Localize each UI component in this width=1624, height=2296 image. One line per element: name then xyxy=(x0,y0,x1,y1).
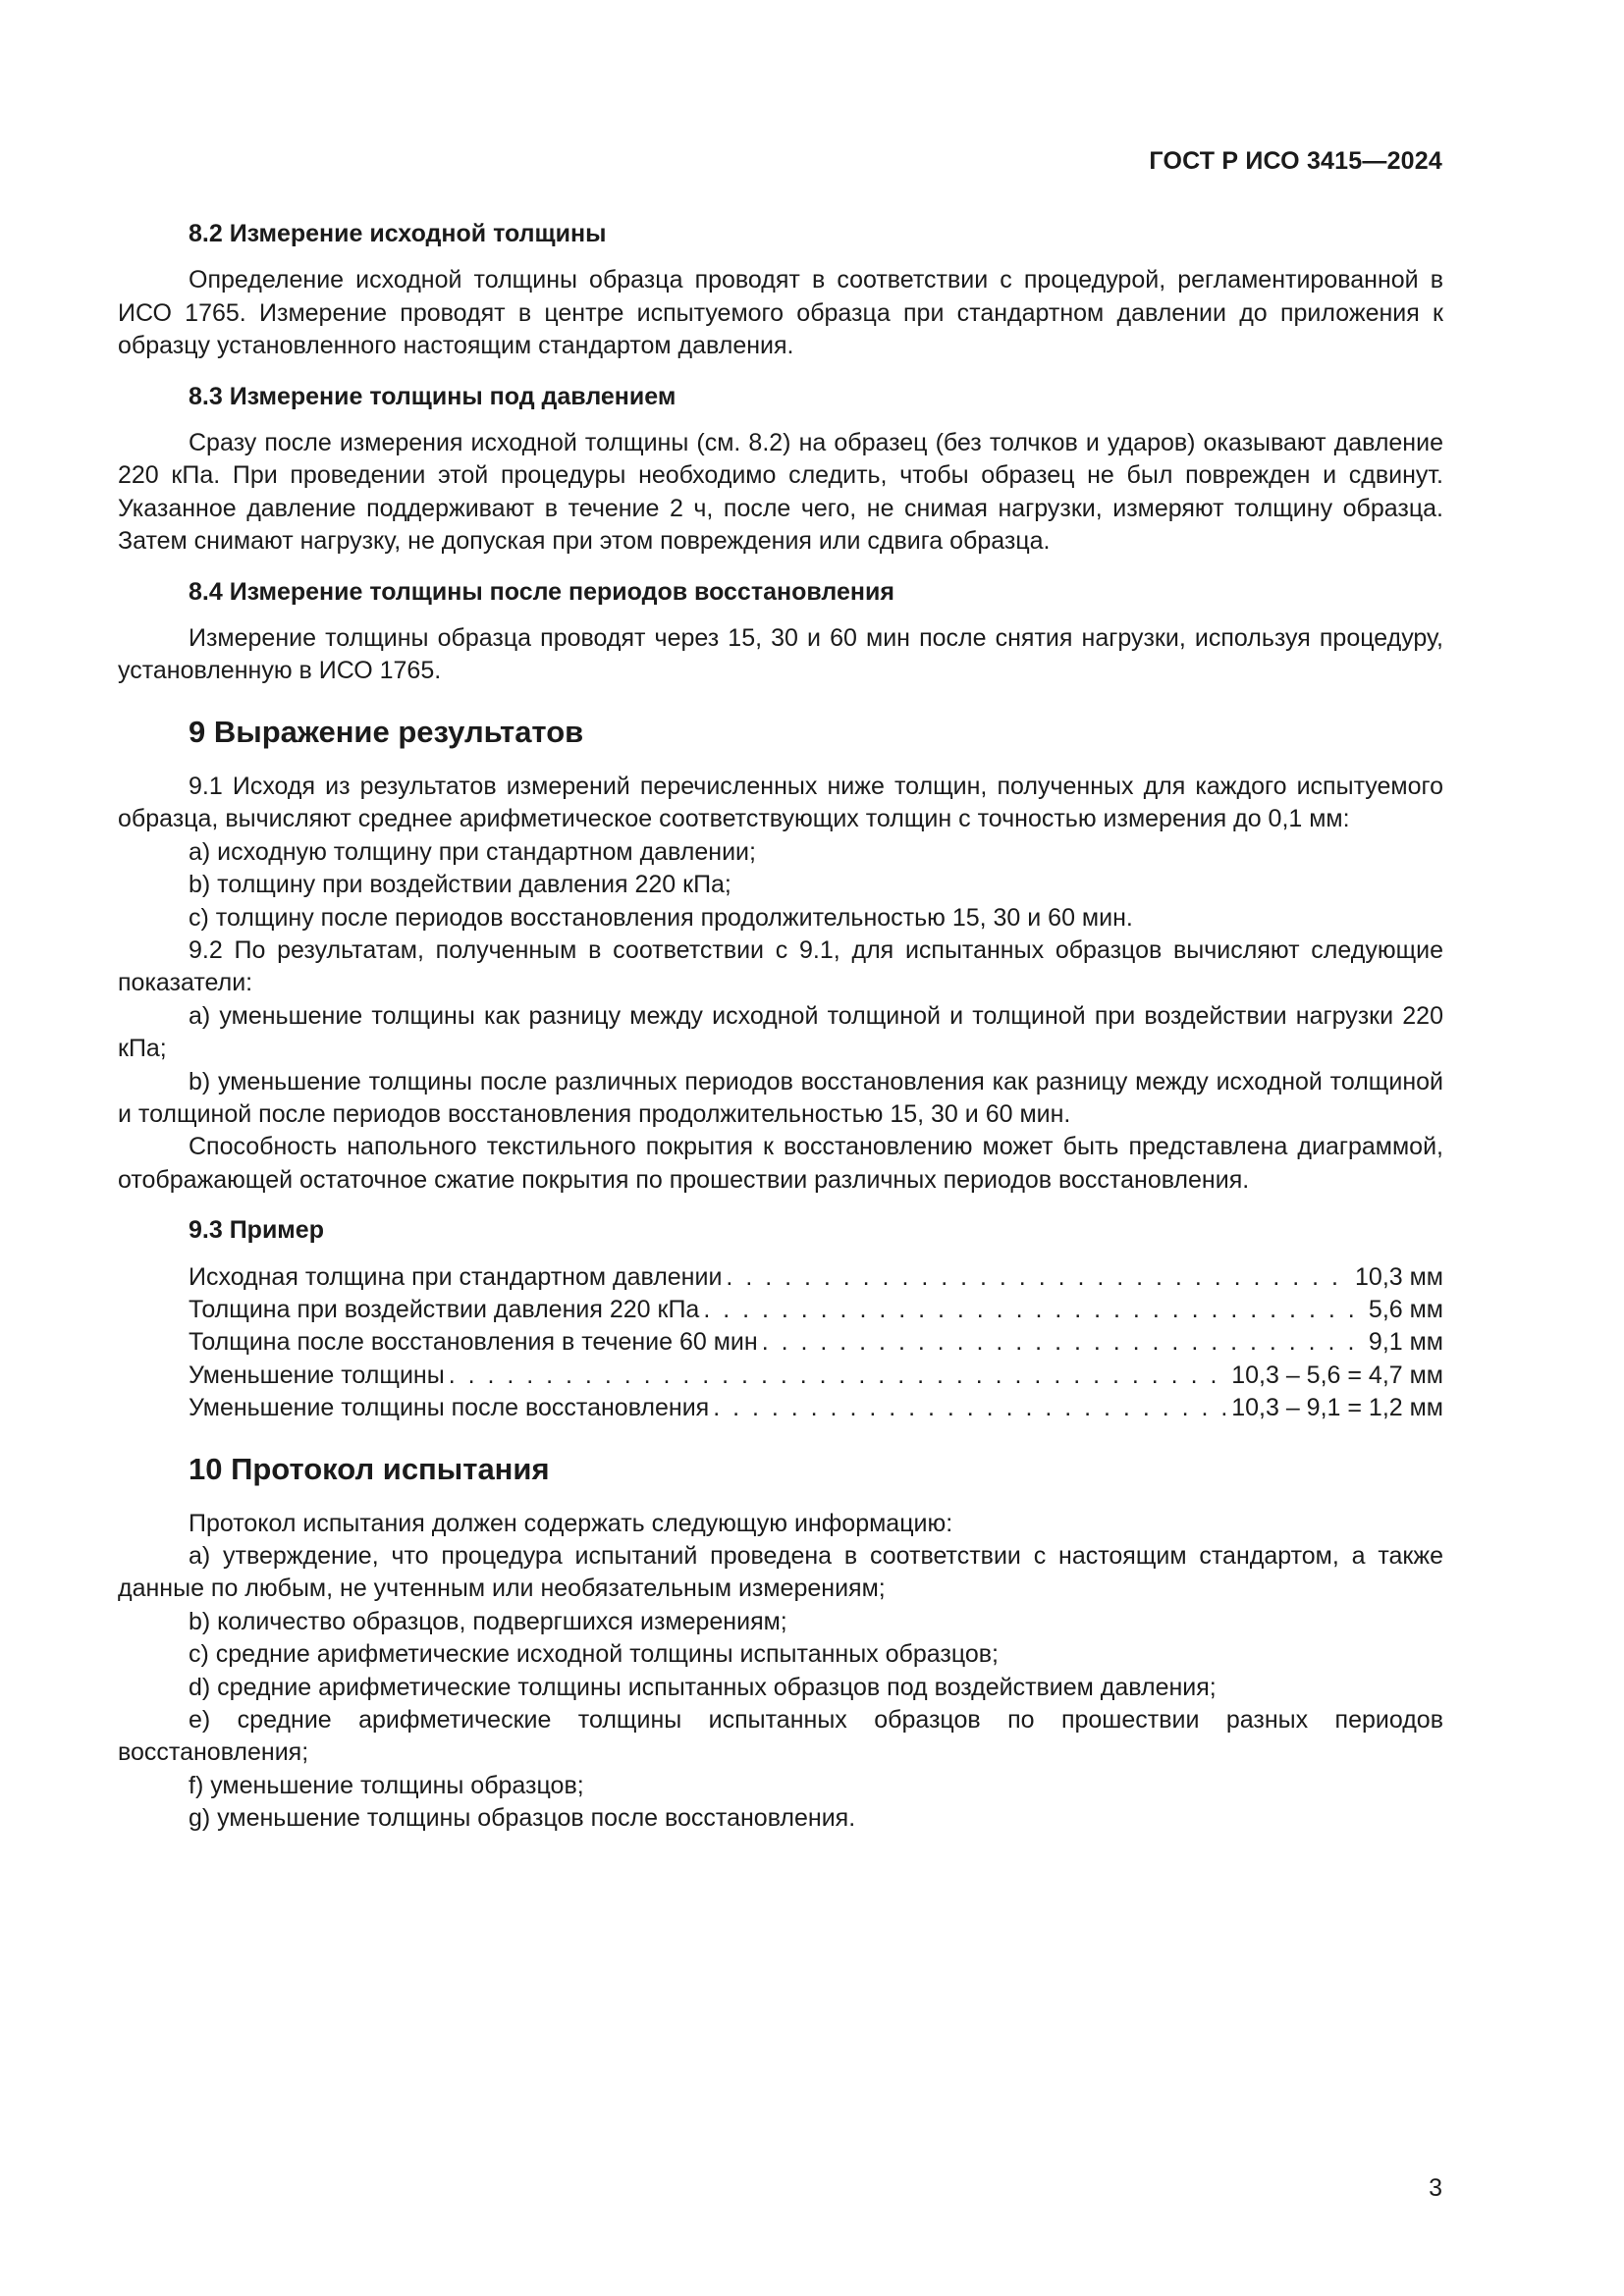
document-header: ГОСТ Р ИСО 3415—2024 xyxy=(1149,147,1442,175)
list-item: a) утверждение, что процедура испытаний проведена в соответствии с настоящим стандартом, а также данные по любым, не учтенным или необязательным измерениям; xyxy=(118,1542,1443,1603)
dot-leader xyxy=(726,1261,1351,1294)
section-8-4-text: Измерение толщины образца проводят через 15, 30 и 60 мин после снятия нагрузки, используя процедуру, установленную в ИСО 1765. xyxy=(118,624,1443,685)
example-label: Толщина после восстановления в течение 60 мин xyxy=(189,1328,758,1357)
recovery-paragraph: Способность напольного текстильного покрытия к восстановлению может быть представлена диаграммой, отображающей остаточное сжатие покрытия по прошествии различных периодов восстановления. xyxy=(118,1133,1443,1194)
section-9-3-title: 9.3 Пример xyxy=(189,1216,324,1245)
dot-leader xyxy=(449,1360,1228,1392)
section-8-4-title: 8.4 Измерение толщины после периодов восстановления xyxy=(189,577,894,606)
section-10-intro: Протокол испытания должен содержать следующую информацию: xyxy=(189,1509,953,1537)
example-row xyxy=(189,1261,1443,1294)
section-8-3-title: 8.3 Измерение толщины под давлением xyxy=(189,382,677,410)
list-item: a) исходную толщину при стандартном давлении; xyxy=(189,837,756,866)
section-8-2-title: 8.2 Измерение исходной толщины xyxy=(189,220,607,247)
list-item: a) уменьшение толщины как разницу между исходной толщиной и толщиной при воздействии нагрузки 220 кПа; xyxy=(118,1001,1443,1063)
example-row xyxy=(189,1392,1443,1424)
list-item: b) толщину при воздействии давления 220 кПа; xyxy=(189,871,731,899)
section-10-title: 10 Протокол испытания xyxy=(189,1451,550,1486)
list-item: g) уменьшение толщины образцов после восстановления. xyxy=(189,1804,856,1833)
dot-leader xyxy=(713,1392,1227,1424)
dot-leader xyxy=(762,1326,1365,1359)
example-value: 10,3 – 9,1 = 1,2 мм xyxy=(1231,1394,1443,1422)
example-value: 5,6 мм xyxy=(1368,1295,1443,1323)
section-9-title: 9 Выражение результатов xyxy=(189,714,584,749)
page-number: 3 xyxy=(1429,2174,1442,2202)
example-row xyxy=(189,1294,1443,1326)
list-item: c) средние арифметические исходной толщины испытанных образцов; xyxy=(189,1640,999,1669)
section-8-2-text: Определение исходной толщины образца проводят в соответствии с процедурой, регламентированной в ИСО 1765. Измерение проводят в центре испытуемого образца при стандартном давлении до приложения к образцу установленного настоящим стандартом давления. xyxy=(118,266,1443,360)
document-body xyxy=(118,218,1443,1836)
list-item: b) количество образцов, подвергшихся измерениям; xyxy=(189,1607,787,1635)
list-item: b) уменьшение толщины после различных периодов восстановления как разницу между исходной толщиной и толщиной после периодов восстановления продолжительностью 15, 30 и 60 мин. xyxy=(118,1067,1443,1128)
example-row xyxy=(189,1326,1443,1359)
example-label: Уменьшение толщины после восстановления xyxy=(189,1394,710,1422)
example-value: 10,3 – 5,6 = 4,7 мм xyxy=(1231,1361,1443,1389)
list-item: d) средние арифметические толщины испытанных образцов под воздействием давления; xyxy=(189,1673,1217,1701)
example-value: 10,3 мм xyxy=(1355,1262,1443,1291)
section-9-2-text: 9.2 По результатам, полученным в соответствии с 9.1, для испытанных образцов вычисляют следующие показатели: xyxy=(118,935,1443,997)
example-list xyxy=(189,1261,1443,1425)
example-row xyxy=(189,1360,1443,1392)
example-value: 9,1 мм xyxy=(1368,1328,1443,1357)
example-label: Уменьшение толщины xyxy=(189,1361,445,1389)
section-9-1-text: 9.1 Исходя из результатов измерений перечисленных ниже толщин, полученных для каждого испытуемого образца, вычисляют среднее арифметическое соответствующих толщин с точностью измерения до 0,1 мм: xyxy=(118,772,1443,833)
list-item: f) уменьшение толщины образцов; xyxy=(189,1771,584,1799)
example-label: Исходная толщина при стандартном давлении xyxy=(189,1262,723,1291)
dot-leader xyxy=(703,1294,1365,1326)
list-item: e) средние арифметические толщины испытанных образцов по прошествии разных периодов восстановления; xyxy=(118,1706,1443,1767)
example-label: Толщина при воздействии давления 220 кПа xyxy=(189,1295,700,1323)
list-item: c) толщину после периодов восстановления продолжительностью 15, 30 и 60 мин. xyxy=(189,903,1133,932)
section-8-3-text: Сразу после измерения исходной толщины (см. 8.2) на образец (без толчков и ударов) оказывают давление 220 кПа. При проведении этой процедуры необходимо следить, чтобы образец не был поврежден и сдвинут. Указанное давление поддерживают в течение 2 ч, после чего, не снимая нагрузки, измеряют толщину образца. Затем снимают нагрузку, не допуская при этом повреждения или сдвига образца. xyxy=(118,429,1443,556)
